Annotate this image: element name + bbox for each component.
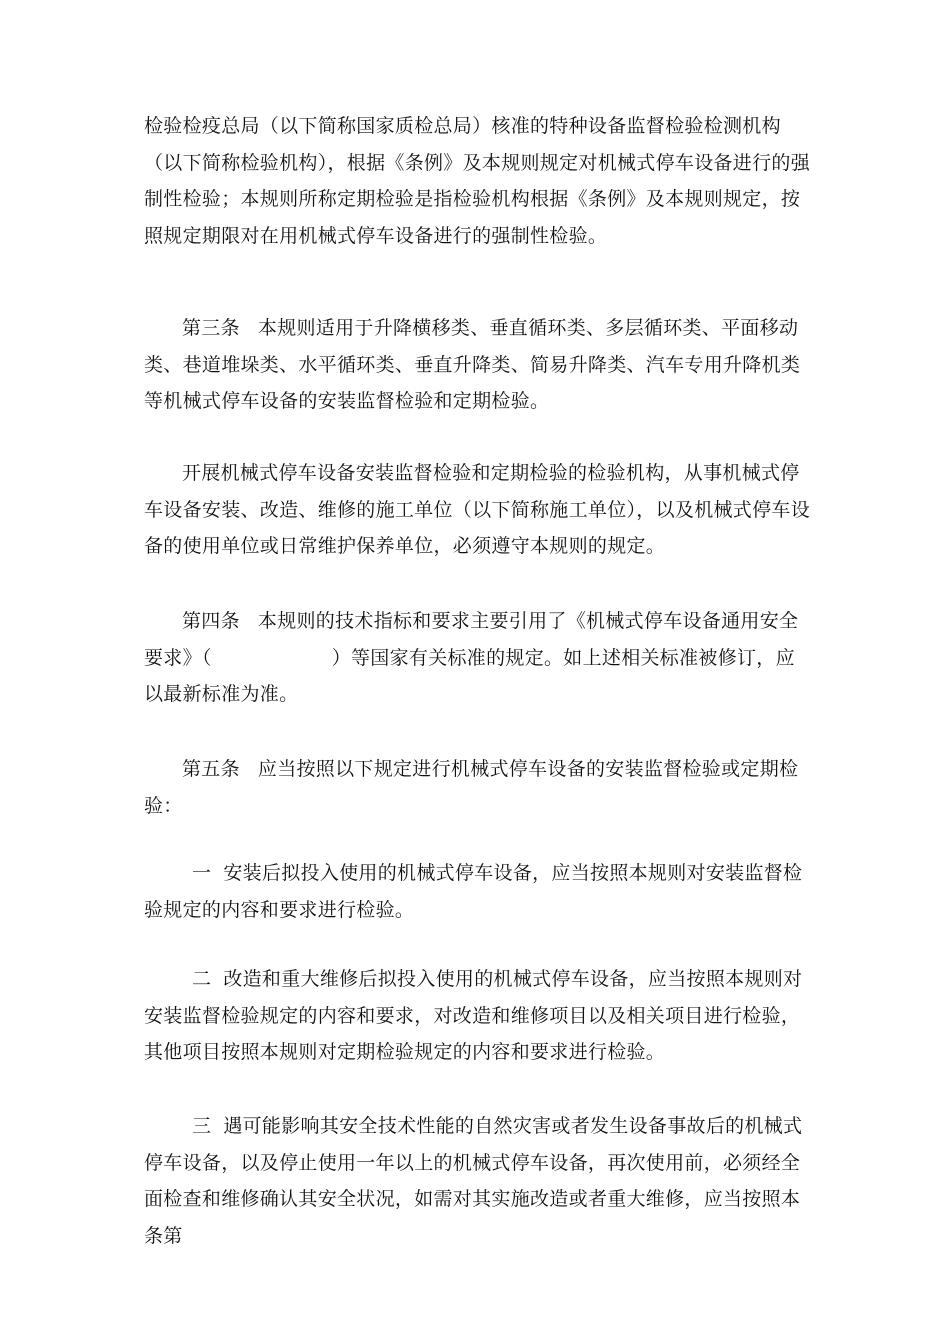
article-label: 第四条 <box>182 610 240 632</box>
list-item-installation <box>144 855 812 928</box>
article-text: 应当按照以下规定进行机械式停车设备的安装监督检验或定期检验： <box>144 758 799 817</box>
article-text-part2: ）等国家有关标准的规定。如上述相关标准被修订，应以最新标准为准。 <box>144 646 795 705</box>
article-5-inspection-rules <box>144 751 812 824</box>
article-text: 本规则适用于升降横移类、垂直循环类、多层循环类、平面移动类、巷道堆垛类、水平循环类、垂直升降类、简易升降类、汽车专用升降机类等机械式停车设备的安装监督检验和定期检验。 <box>144 317 801 412</box>
list-item-modification <box>144 961 812 1071</box>
item-number: 三 <box>192 1115 212 1137</box>
article-label: 第五条 <box>182 758 240 780</box>
item-number: 二 <box>192 968 212 990</box>
article-label: 第三条 <box>182 317 240 339</box>
article-3-scope <box>144 310 812 420</box>
paragraph-text: 开展机械式停车设备安装监督检验和定期检验的检验机构，从事机械式停车设备安装、改造、维修的施工单位（以下简称施工单位），以及机械式停车设备的使用单位或日常维护保养单位，必须遵守本规则的规定。 <box>144 462 811 557</box>
item-text: 安装后拟投入使用的机械式停车设备，应当按照本规则对安装监督检验规定的内容和要求进行检验。 <box>144 862 803 921</box>
item-text: 改造和重大维修后拟投入使用的机械式停车设备，应当按照本规则对安装监督检验规定的内容和要求，对改造和维修项目以及相关项目进行检验，其他项目按照本规则对定期检验规定的内容和要求进行检验。 <box>144 968 803 1063</box>
paragraph-inspection-definition <box>144 108 812 254</box>
item-number: 一 <box>192 862 212 884</box>
paragraph-applicable-units <box>144 455 812 565</box>
item-text: 遇可能影响其安全技术性能的自然灾害或者发生设备事故后的机械式停车设备，以及停止使用一年以上的机械式停车设备，再次使用前，必须经全面检查和维修确认其安全状况，如需对其实施改造或者重大维修，应当按照本条第 <box>144 1115 803 1247</box>
list-item-disaster-accident <box>144 1108 812 1254</box>
paragraph-text: 检验检疫总局（以下简称国家质检总局）核准的特种设备监督检验检测机构（以下简称检验机构），根据《条例》及本规则规定对机械式停车设备进行的强制性检验；本规则所称定期检验是指检验机构根据《条例》及本规则规定，按照规定期限对在用机械式停车设备进行的强制性检验。 <box>144 115 811 247</box>
article-text-part1: 本规则的技术指标和要求主要引用了《机械式停车设备通用安全要求》（ <box>144 610 799 669</box>
article-4-standards <box>144 603 812 713</box>
